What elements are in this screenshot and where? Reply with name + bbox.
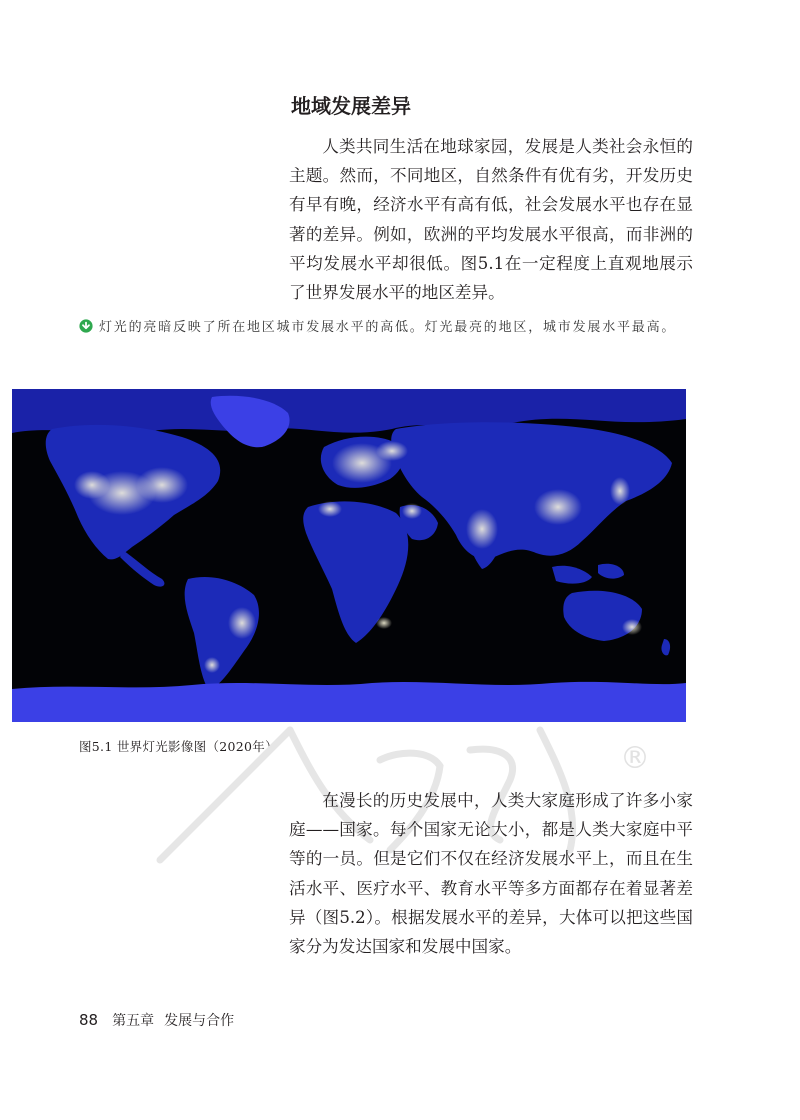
- world-night-lights-map: [12, 389, 686, 722]
- body-paragraph: 在漫长的历史发展中，人类大家庭形成了许多小家庭——国家。每个国家无论大小，都是人类大家庭中平等的一员。但是它们不仅在经济发展水平上，而且在生活水平、医疗水平、教育水平等多方面都存在着显著差异（图5.2）。根据发展水平的差异，大体可以把这些国家分为发达国家和发展中国家。: [289, 791, 693, 957]
- note-text: 灯光的亮暗反映了所在地区城市发展水平的高低。灯光最亮的地区，城市发展水平最高。: [99, 320, 677, 335]
- chapter-label: 第五章: [112, 1013, 155, 1029]
- body-paragraph: 人类共同生活在地球家园，发展是人类社会永恒的主题。然而，不同地区，自然条件有优有劣，开发历史有早有晚，经济水平有高有低，社会发展水平也存在显著的差异。例如，欧洲的平均发展水平很高，而非洲的平均发展水平却很低。图5.1在一定程度上直观地展示了世界发展水平的地区差异。: [289, 137, 693, 303]
- page-number: 88: [79, 1011, 99, 1029]
- svg-text:®: ®: [620, 741, 650, 776]
- page-footer: [79, 1010, 234, 1030]
- chapter-title: 发展与合作: [164, 1013, 235, 1029]
- figure-caption: 图5.1 世界灯光影像图（2020年）: [79, 739, 278, 754]
- figure-note: [79, 316, 695, 339]
- section-title: 地域发展差异: [291, 94, 411, 118]
- green-circle-arrow-icon: [79, 318, 93, 332]
